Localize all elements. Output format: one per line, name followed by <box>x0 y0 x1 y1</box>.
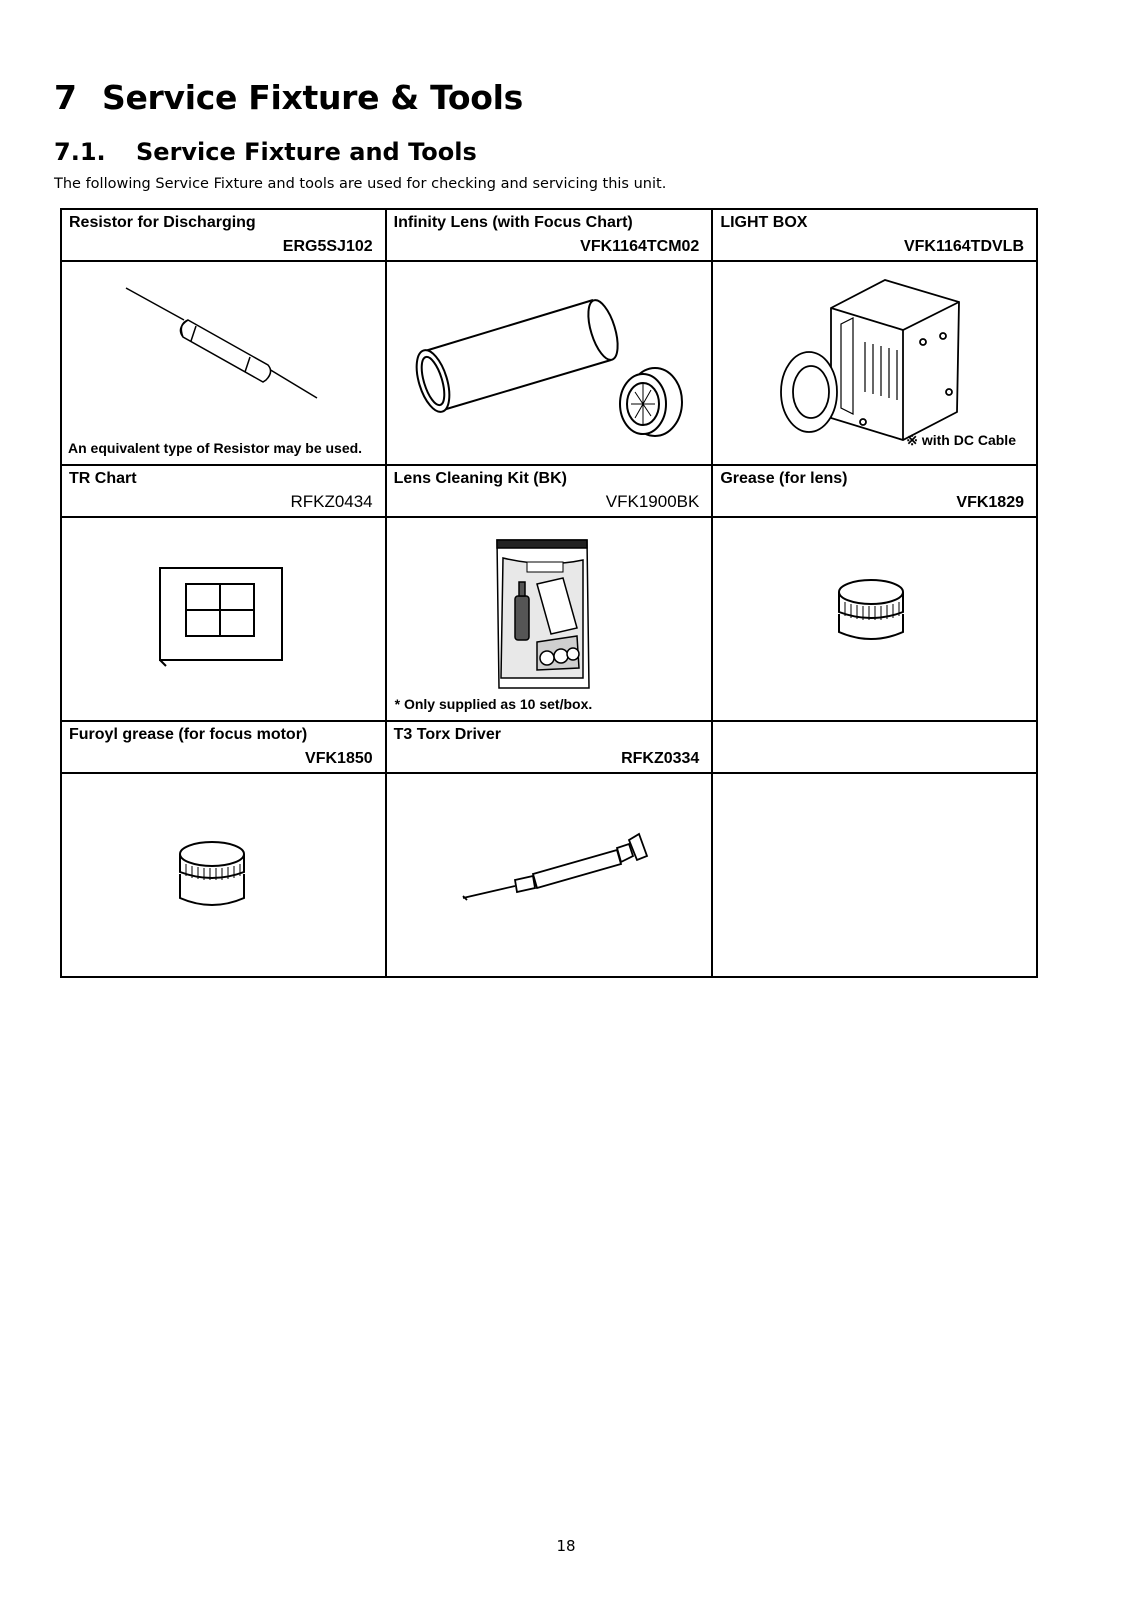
tool-image-resistor <box>61 261 386 465</box>
tool-image-empty <box>712 773 1037 977</box>
tool-header-grease-lens <box>712 465 1037 517</box>
tool-code: ERG5SJ102 <box>282 238 373 255</box>
subsection-heading <box>54 138 477 166</box>
image-row-3 <box>61 773 1037 977</box>
section-heading <box>54 78 523 117</box>
tool-name: Resistor for Discharging <box>69 214 256 231</box>
tool-header-torx-driver <box>386 721 713 773</box>
tool-name: Lens Cleaning Kit (BK) <box>393 470 567 487</box>
torx-driver-icon <box>387 774 705 974</box>
grease-jar-icon <box>62 774 378 974</box>
grease-jar-icon <box>713 518 1029 718</box>
tool-code: VFK1164TDVLB <box>903 238 1024 255</box>
tools-table <box>60 208 1038 978</box>
tool-code: VFK1850 <box>305 750 373 767</box>
section-title: Service Fixture & Tools <box>102 78 524 117</box>
tool-code: VFK1829 <box>956 494 1024 511</box>
tool-image-grease-lens <box>712 517 1037 721</box>
tool-header-light-box <box>712 209 1037 261</box>
resistor-icon <box>62 262 378 462</box>
tool-image-torx-driver <box>386 773 713 977</box>
tool-name: TR Chart <box>69 470 137 487</box>
tool-code: RFKZ0334 <box>621 750 700 767</box>
image-row-1 <box>61 261 1037 465</box>
tool-name: T3 Torx Driver <box>393 726 501 743</box>
tool-name: Furoyl grease (for focus motor) <box>69 726 308 743</box>
image-row-2 <box>61 517 1037 721</box>
tool-header-infinity-lens <box>386 209 713 261</box>
subsection-number: 7.1. <box>54 138 106 166</box>
tool-image-tr-chart <box>61 517 386 721</box>
tool-code: VFK1900BK <box>605 492 700 511</box>
header-row-3 <box>61 721 1037 773</box>
tool-header-empty <box>712 721 1037 773</box>
tool-header-lens-cleaning-kit <box>386 465 713 517</box>
page-number: 18 <box>556 1537 576 1555</box>
tool-name: Infinity Lens (with Focus Chart) <box>393 214 633 231</box>
header-row-2 <box>61 465 1037 517</box>
tool-header-furoyl-grease <box>61 721 386 773</box>
tr-chart-icon <box>62 518 378 718</box>
tool-code: RFKZ0434 <box>290 492 373 511</box>
infinity-lens-icon <box>387 262 705 462</box>
tool-name: Grease (for lens) <box>720 470 848 487</box>
header-row-1 <box>61 209 1037 261</box>
tool-note: An equivalent type of Resistor may be used. <box>68 440 363 456</box>
lens-cleaning-kit-icon <box>387 518 705 718</box>
tool-image-infinity-lens <box>386 261 713 465</box>
section-number: 7 <box>54 78 77 117</box>
tool-image-light-box <box>712 261 1037 465</box>
tool-name: LIGHT BOX <box>720 214 808 231</box>
subsection-title: Service Fixture and Tools <box>136 138 477 166</box>
tool-code: VFK1164TCM02 <box>580 238 700 255</box>
tool-header-resistor <box>61 209 386 261</box>
tool-header-tr-chart <box>61 465 386 517</box>
tool-image-furoyl-grease <box>61 773 386 977</box>
intro-text: The following Service Fixture and tools are used for checking and servicing this unit. <box>54 176 667 192</box>
tool-image-lens-cleaning-kit <box>386 517 713 721</box>
tool-note: * Only supplied as 10 set/box. <box>394 696 593 712</box>
tool-note: ※ with DC Cable <box>906 432 1016 448</box>
